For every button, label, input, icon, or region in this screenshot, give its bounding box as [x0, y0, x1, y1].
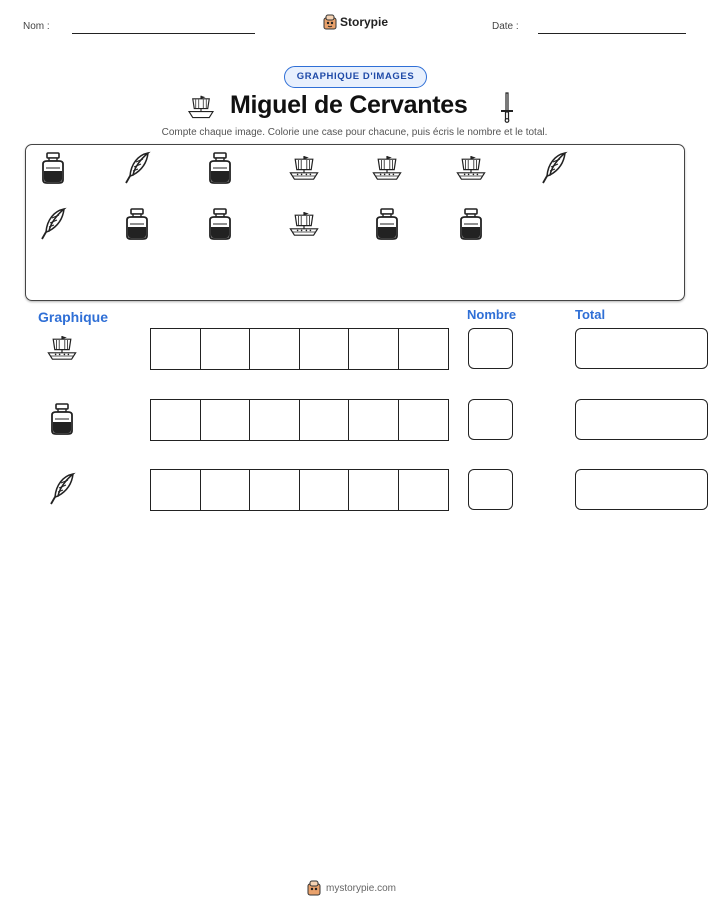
- name-label: Nom :: [23, 21, 50, 32]
- graph-cells-row: [150, 328, 449, 370]
- graph-cell[interactable]: [399, 470, 448, 510]
- number-answer-box[interactable]: [468, 469, 513, 510]
- quill-icon: [538, 150, 570, 186]
- number-answer-box[interactable]: [468, 328, 513, 369]
- graph-cell[interactable]: [201, 470, 251, 510]
- graph-cell[interactable]: [349, 470, 399, 510]
- ship-icon: [371, 150, 403, 186]
- graph-cell[interactable]: [201, 329, 251, 369]
- quill-icon: [121, 150, 153, 186]
- worksheet-type-badge: GRAPHIQUE D'IMAGES: [284, 66, 427, 88]
- graph-row-quill-icon: [46, 471, 78, 507]
- inkwell-icon: [204, 206, 236, 242]
- graph-cell[interactable]: [151, 470, 201, 510]
- inkwell-icon: [37, 150, 69, 186]
- inkwell-icon: [204, 150, 236, 186]
- footer-url: mystorypie.com: [326, 882, 397, 894]
- graph-row-ship-icon: [46, 330, 78, 366]
- name-field[interactable]: [72, 33, 255, 34]
- graph-cell[interactable]: [201, 400, 251, 440]
- graph-cell[interactable]: [300, 470, 350, 510]
- ship-icon: [288, 206, 320, 242]
- graph-row-inkwell-icon: [46, 401, 78, 437]
- quill-icon: [37, 206, 69, 242]
- graph-cell[interactable]: [349, 400, 399, 440]
- graph-cell[interactable]: [250, 470, 300, 510]
- ship-icon: [288, 150, 320, 186]
- inkwell-icon: [371, 206, 403, 242]
- total-answer-box[interactable]: [575, 328, 708, 369]
- ship-icon: [455, 150, 487, 186]
- graph-cells-row: [150, 469, 449, 511]
- sword-icon: [498, 91, 516, 123]
- graph-cell[interactable]: [250, 329, 300, 369]
- graph-cell[interactable]: [300, 329, 350, 369]
- graph-cell[interactable]: [349, 329, 399, 369]
- graph-cell[interactable]: [399, 329, 448, 369]
- number-column-header: Nombre: [467, 307, 517, 322]
- number-answer-box[interactable]: [468, 399, 513, 440]
- graph-cell[interactable]: [250, 400, 300, 440]
- graph-cell[interactable]: [151, 400, 201, 440]
- footer: [307, 880, 396, 896]
- brand-logo: [323, 14, 388, 30]
- graph-cells-row: [150, 399, 449, 441]
- graph-cell[interactable]: [300, 400, 350, 440]
- total-column-header: Total: [575, 307, 606, 322]
- footer-mascot-icon: [307, 880, 321, 896]
- title-ship-icon: [186, 93, 216, 121]
- storypie-mascot-icon: [323, 14, 337, 30]
- page-title: Miguel de Cervantes: [230, 91, 468, 119]
- graph-cell[interactable]: [399, 400, 448, 440]
- inkwell-icon: [455, 206, 487, 242]
- instructions: Compte chaque image. Colorie une case pour chacune, puis écris le nombre et le total.: [161, 127, 548, 138]
- total-answer-box[interactable]: [575, 399, 708, 440]
- date-label: Date :: [492, 21, 519, 32]
- inkwell-icon: [121, 206, 153, 242]
- graph-cell[interactable]: [151, 329, 201, 369]
- total-answer-box[interactable]: [575, 469, 708, 510]
- brand-name: Storypie: [340, 15, 389, 29]
- date-field[interactable]: [538, 33, 686, 34]
- graph-column-header: Graphique: [38, 309, 109, 325]
